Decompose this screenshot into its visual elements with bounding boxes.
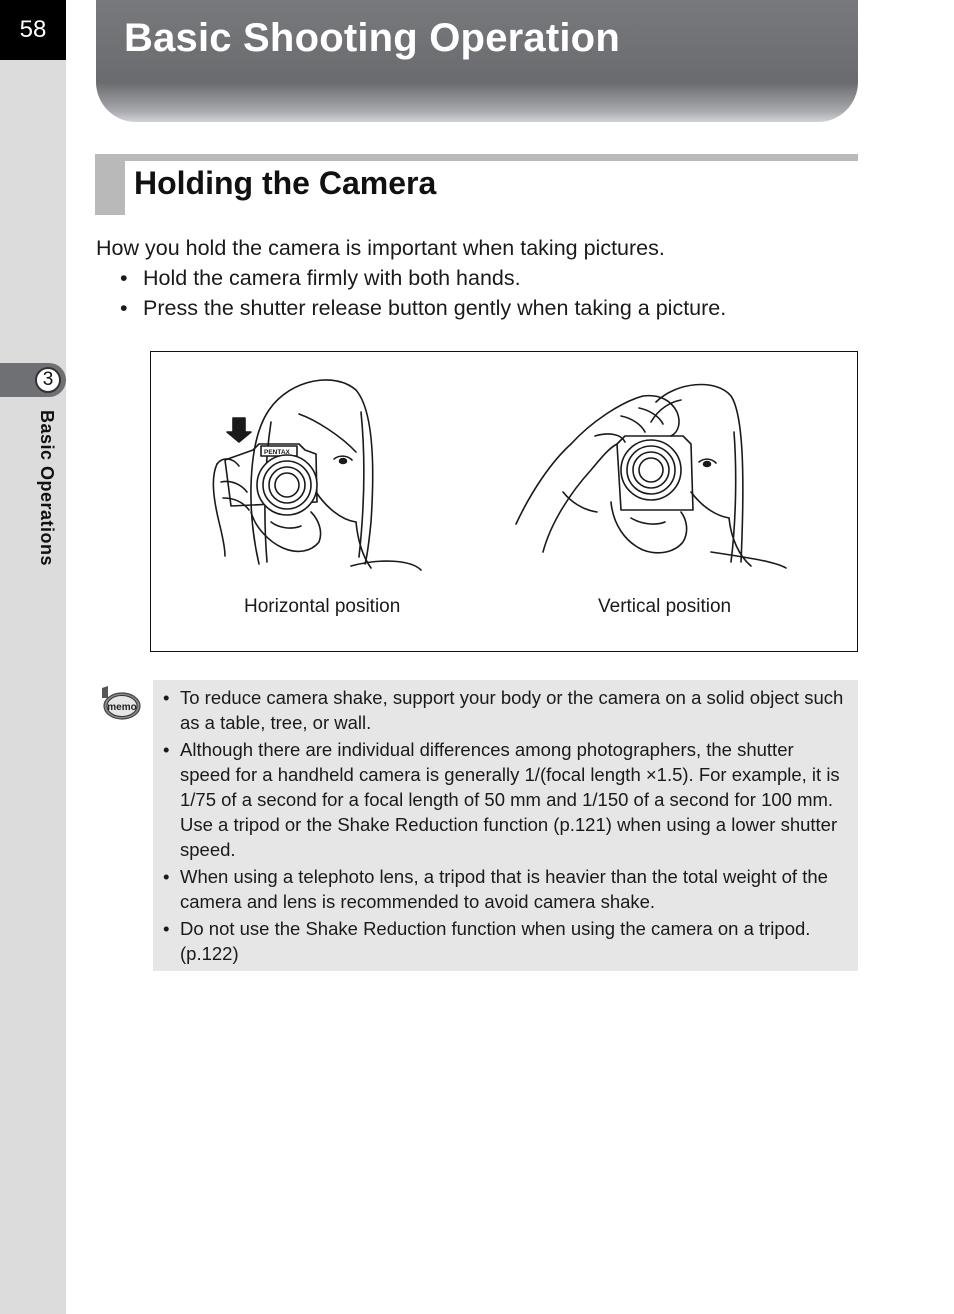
horizontal-position-figure: [213, 380, 421, 570]
instruction-list: [120, 265, 726, 325]
memo-icon: [98, 684, 142, 724]
camera-brand-label: PENTAX: [264, 449, 290, 456]
memo-item: [163, 864, 848, 914]
chapter-label: Basic Operations: [37, 410, 57, 567]
page-number: 58: [0, 0, 66, 60]
bullet-dot: •: [163, 866, 170, 887]
list-item-text: Press the shutter release button gently when taking a picture.: [143, 296, 727, 320]
memo-item-text: Do not use the Shake Reduction function when using the camera on a tripod. (p.122): [180, 918, 811, 964]
side-margin: [0, 0, 66, 1314]
bullet-dot: •: [163, 918, 170, 939]
illustration-frame: [150, 351, 858, 652]
memo-item: [163, 737, 848, 862]
section-heading: Holding the Camera: [134, 165, 437, 201]
memo-item: [163, 685, 848, 735]
bullet-dot: •: [163, 687, 170, 708]
memo-item: [163, 916, 848, 966]
section-accent: [95, 154, 125, 215]
section-rule: [125, 154, 858, 161]
page-title: Basic Shooting Operation: [124, 16, 620, 60]
list-item-text: Hold the camera firmly with both hands.: [143, 266, 521, 290]
list-item: [120, 295, 726, 325]
intro-text: How you hold the camera is important when taking pictures.: [96, 236, 665, 260]
memo-icon-label: memo: [107, 702, 137, 713]
vertical-position-figure: [516, 385, 786, 568]
bullet-dot: •: [163, 739, 170, 760]
memo-item-text: When using a telephoto lens, a tripod that is heavier than the total weight of the camera and lens is recommended to avoid camera shake.: [180, 866, 828, 912]
memo-item-text: Although there are individual differences among photographers, the shutter speed for a handheld camera is generally 1/(focal length ×1.5). For example, it is 1/75 of a second for a focal length of 50 mm and 1/150 of a second for 100 mm. Use a tripod or the Shake Reduction function (p.121) when using a lower shutter speed.: [180, 739, 840, 860]
caption-horizontal: Horizontal position: [244, 596, 401, 617]
memo-item-text: To reduce camera shake, support your body or the camera on a solid object such as a table, tree, or wall.: [180, 687, 844, 733]
list-item: [120, 265, 726, 295]
memo-list: [163, 685, 848, 966]
chapter-number: 3: [35, 367, 61, 393]
memo-box: [153, 680, 858, 971]
caption-vertical: Vertical position: [598, 596, 732, 617]
bullet-dot: •: [120, 296, 128, 320]
bullet-dot: •: [120, 266, 128, 290]
